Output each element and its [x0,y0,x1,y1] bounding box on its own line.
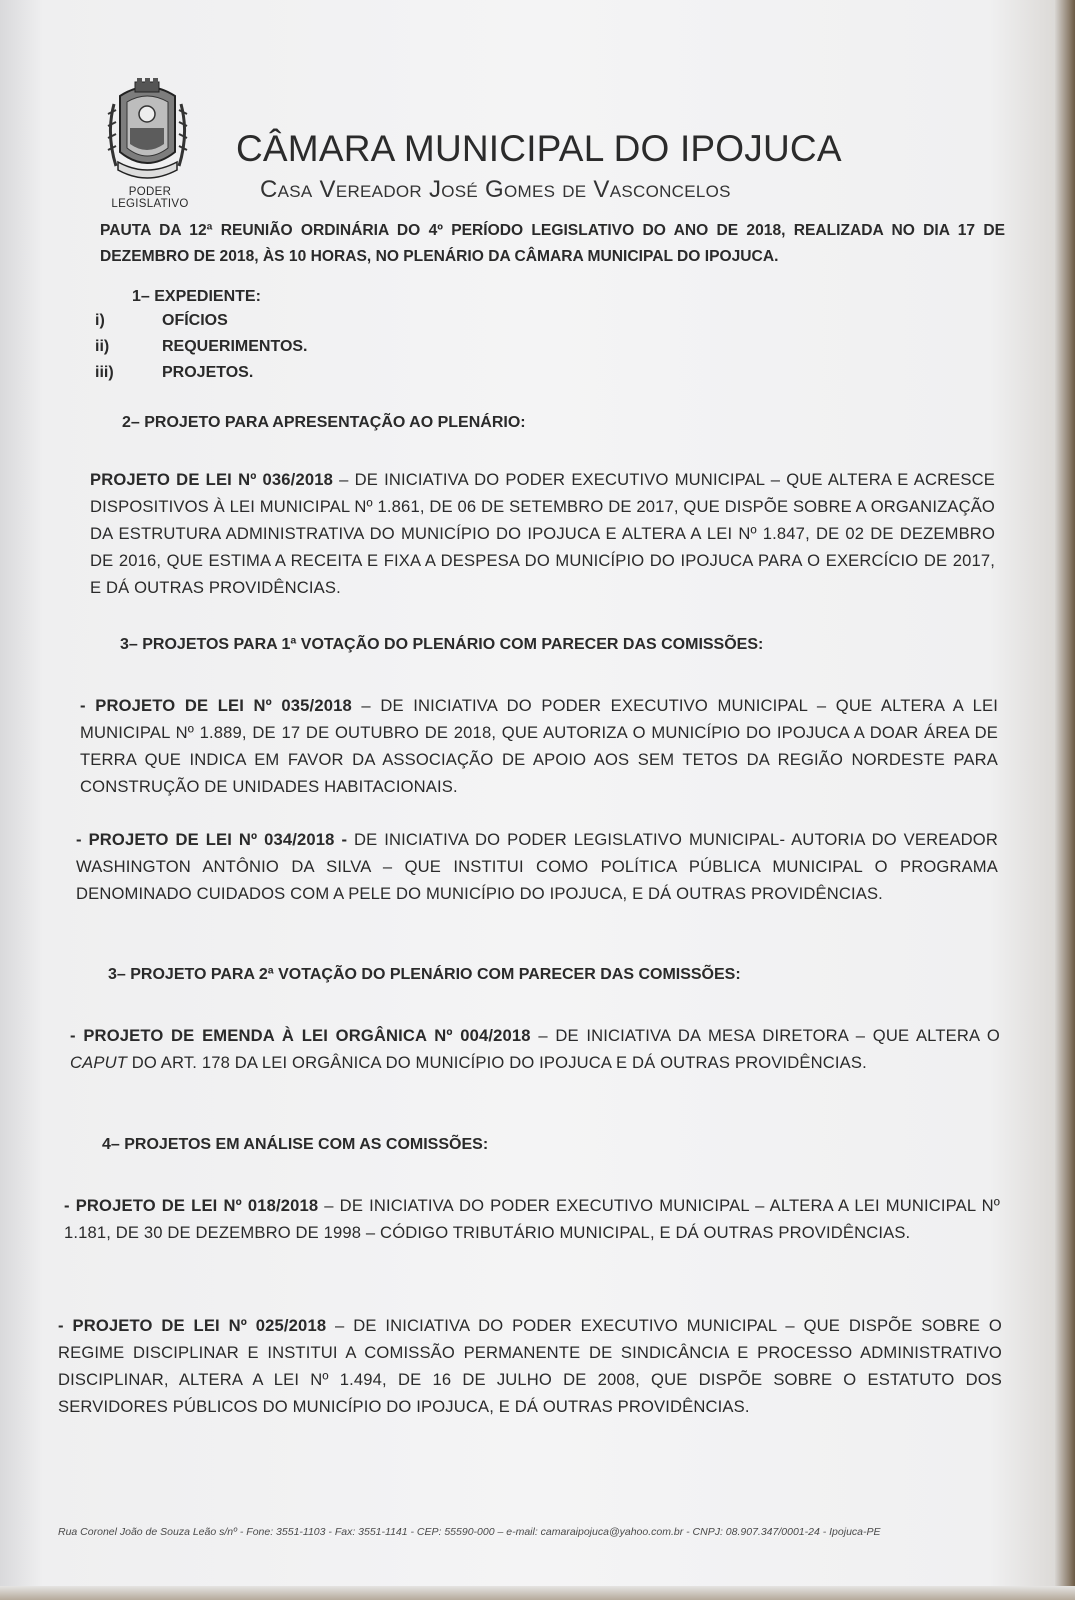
project-description: – DE INICIATIVA DA MESA DIRETORA – QUE ALTERA O [530,1026,1000,1045]
project-item [80,692,998,800]
project-title: - PROJETO DE LEI Nº 025/2018 [58,1316,327,1335]
document-subtitle: Casa Vereador José Gomes de Vasconcelos [260,176,731,203]
list-item-text: OFÍCIOS [162,312,228,329]
list-item-number: iii) [95,364,114,381]
project-description: – DE INICIATIVA DO PODER EXECUTIVO MUNICIPAL – QUE DISPÕE SOBRE O REGIME DISCIPLINAR E INSTITUI A COMISSÃO PERMANENTE DE SINDICÂNCIA E PROCESSO ADMINISTRATIVO DISCIPLINAR, ALTERA A LEI Nº 1.494, DE 16 DE JULHO DE 2008, QUE DISPÕE SOBRE O ESTATUTO DOS SERVIDORES PÚBLICOS DO MUNICÍPIO DO IPOJUCA, E DÁ OUTRAS PROVIDÊNCIAS. [58,1316,1002,1416]
project-title: - PROJETO DE LEI Nº 018/2018 [64,1196,319,1215]
project-description: DE INICIATIVA DO PODER LEGISLATIVO MUNICIPAL- AUTORIA DO VEREADOR WASHINGTON ANTÔNIO DA SILVA – QUE INSTITUI COMO POLÍTICA PÚBLICA MUNICIPAL O PROGRAMA DENOMINADO CUIDADOS COM A PELE DO MUNICÍPIO DO IPOJUCA, E DÁ OUTRAS PROVIDÊNCIAS. [76,830,998,903]
paper-edge [0,1586,1075,1600]
section-heading-em-analise: 4– PROJETOS EM ANÁLISE COM AS COMISSÕES: [102,1136,489,1153]
list-item-text: REQUERIMENTOS. [162,338,308,355]
project-item [64,1192,1000,1246]
document-title: CÂMARA MUNICIPAL DO IPOJUCA [236,128,842,169]
project-description: – DE INICIATIVA DO PODER EXECUTIVO MUNICIPAL – QUE ALTERA E ACRESCE DISPOSITIVOS À LEI MUNICIPAL Nº 1.861, DE 06 DE SETEMBRO DE 2017, QUE DISPÕE SOBRE A ORGANIZAÇÃO DA ESTRUTURA ADMINISTRATIVA DO MUNICÍPIO DO IPOJUCA E ALTERA A LEI Nº 1.847, DE 02 DE DEZEMBRO DE 2016, QUE ESTIMA A RECEITA E FIXA A DESPESA DO MUNICÍPIO DO IPOJUCA PARA O EXERCÍCIO DE 2017, E DÁ OUTRAS PROVIDÊNCIAS. [90,470,995,597]
project-item [70,1022,1000,1076]
agenda-intro: PAUTA DA 12ª REUNIÃO ORDINÁRIA DO 4º PERÍODO LEGISLATIVO DO ANO DE 2018, REALIZADA NO DIA 17 DE DEZEMBRO DE 2018, ÀS 10 HORAS, NO PLENÁRIO DA CÂMARA MUNICIPAL DO IPOJUCA. [100,222,1005,265]
project-description: – DE INICIATIVA DO PODER EXECUTIVO MUNICIPAL – QUE ALTERA A LEI MUNICIPAL Nº 1.889, DE 17 DE OUTUBRO DE 2018, QUE AUTORIZA O MUNICÍPIO DO IPOJUCA A DOAR ÁREA DE TERRA QUE INDICA EM FAVOR DA ASSOCIAÇÃO DE APOIO AOS SEM TETOS DA REGIÃO NORDESTE PARA CONSTRUÇÃO DE UNIDADES HABITACIONAIS. [80,696,998,796]
list-item-number: i) [95,312,105,329]
list-item-text: PROJETOS. [162,364,254,381]
project-title: PROJETO DE LEI Nº 036/2018 [90,470,333,489]
project-item [76,826,998,907]
project-title: - PROJETO DE LEI Nº 035/2018 [80,696,352,715]
crest-label: PODER LEGISLATIVO [111,186,189,210]
municipal-crest-icon [100,74,195,192]
project-title: - PROJETO DE LEI Nº 034/2018 - [76,830,348,849]
section-heading-segunda-votacao: 3– PROJETO PARA 2ª VOTAÇÃO DO PLENÁRIO COM PARECER DAS COMISSÕES: [108,966,741,983]
project-description-italic: CAPUT [70,1053,127,1072]
project-item [90,466,995,601]
section-heading-apresentacao: 2– PROJETO PARA APRESENTAÇÃO AO PLENÁRIO: [122,414,526,431]
project-title: - PROJETO DE EMENDA À LEI ORGÂNICA Nº 004/2018 [70,1026,531,1045]
footer-contact-info: Rua Coronel João de Souza Leão s/nº - Fone: 3551-1103 - Fax: 3551-1141 - CEP: 55590-000 – e-mail: camaraipojuca@yahoo.com.br - CNPJ: 08.907.347/0001-24 - Ipojuca-PE [58,1526,881,1538]
project-item [58,1312,1002,1420]
section-heading-expediente: 1– EXPEDIENTE: [132,288,261,305]
project-description: – DE INICIATIVA DO PODER EXECUTIVO MUNICIPAL – ALTERA A LEI MUNICIPAL Nº 1.181, DE 30 DE DEZEMBRO DE 1998 – CÓDIGO TRIBUTÁRIO MUNICIPAL, E DÁ OUTRAS PROVIDÊNCIAS. [64,1196,1000,1242]
paper-edge [1055,0,1075,1600]
project-description: DO ART. 178 DA LEI ORGÂNICA DO MUNICÍPIO DO IPOJUCA E DÁ OUTRAS PROVIDÊNCIAS. [127,1053,867,1072]
list-item-number: ii) [95,338,110,355]
section-heading-primeira-votacao: 3– PROJETOS PARA 1ª VOTAÇÃO DO PLENÁRIO COM PARECER DAS COMISSÕES: [120,636,764,653]
